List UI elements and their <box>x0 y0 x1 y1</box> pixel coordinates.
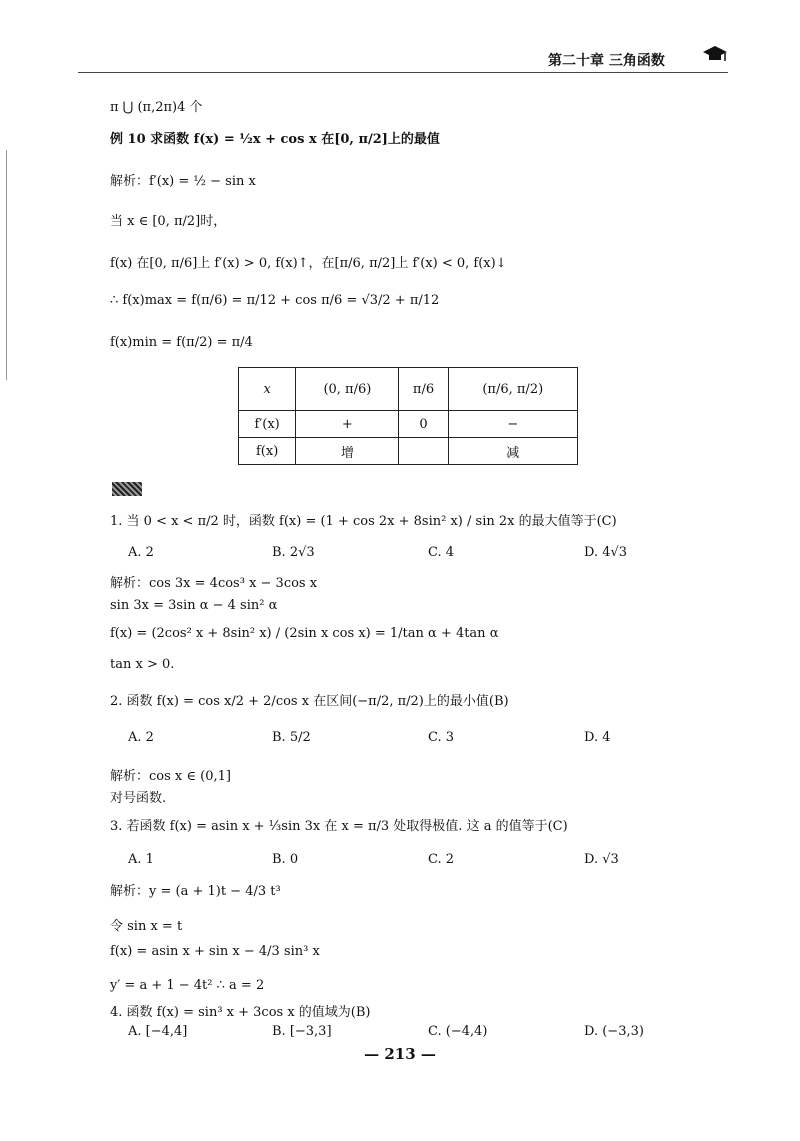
monotonicity-table <box>238 367 578 465</box>
option: A. [−4,4] <box>128 1024 188 1039</box>
chapter-header: 第二十章 三角函数 <box>548 53 665 69</box>
option: D. (−3,3) <box>584 1024 644 1039</box>
text-line: f(x) = (2cos² x + 8sin² x) / (2sin x cos x) = 1/tan α + 4tan α <box>110 626 499 641</box>
table-cell <box>399 438 448 465</box>
option: A. 2 <box>128 730 154 745</box>
text-line: sin 3x = 3sin α − 4 sin² α <box>110 598 278 613</box>
text-line: 令 sin x = t <box>110 919 183 934</box>
problem-2: 2. 函数 f(x) = cos x/2 + 2/cos x 在区间(−π/2, π/2)上的最小值(B) <box>110 694 509 709</box>
text-line: tan x > 0. <box>110 657 175 672</box>
option: A. 2 <box>128 545 154 560</box>
problem-1: 1. 当 0 < x < π/2 时，函数 f(x) = (1 + cos 2x + 8sin² x) / sin 2x 的最大值等于(C) <box>110 514 617 529</box>
table-row <box>239 438 578 465</box>
table-cell: π/6 <box>399 368 448 411</box>
page-number: — 213 — <box>364 1045 436 1063</box>
option: D. 4 <box>584 730 611 745</box>
text-line: 解析：f′(x) = ½ − sin x <box>110 174 256 189</box>
option: B. 0 <box>272 852 299 867</box>
text-line: 当 x ∈ [0, π/2]时， <box>110 214 227 229</box>
table-cell: − <box>448 411 577 438</box>
table-cell: 0 <box>399 411 448 438</box>
table-cell: x <box>239 368 296 411</box>
table-cell: f(x) <box>239 438 296 465</box>
table-cell: + <box>296 411 399 438</box>
text-line: 解析：y = (a + 1)t − 4/3 t³ <box>110 884 281 899</box>
left-margin-mark <box>6 150 7 380</box>
problem-4: 4. 函数 f(x) = sin³ x + 3cos x 的值域为(B) <box>110 1005 371 1020</box>
table-row <box>239 411 578 438</box>
text-line: f(x) = asin x + sin x − 4/3 sin³ x <box>110 944 320 959</box>
option: B. [−3,3] <box>272 1024 332 1039</box>
text-line: 对号函数. <box>110 791 167 806</box>
option: D. √3 <box>584 852 619 867</box>
text-line: ∴ f(x)max = f(π/6) = π/12 + cos π/6 = √3/2 + π/12 <box>110 293 440 308</box>
text-line: f(x)min = f(π/2) = π/4 <box>110 335 253 350</box>
text-line: π ⋃ (π,2π)4 个 <box>110 100 203 115</box>
option: C. (−4,4) <box>428 1024 488 1039</box>
option: B. 2√3 <box>272 545 315 560</box>
exercise-badge-icon <box>112 482 142 496</box>
example-10-title: 例 10 求函数 f(x) = ½x + cos x 在[0, π/2]上的最值 <box>110 132 440 147</box>
table-cell: 增 <box>296 438 399 465</box>
option: C. 2 <box>428 852 455 867</box>
table-cell: f′(x) <box>239 411 296 438</box>
option: A. 1 <box>128 852 154 867</box>
option: D. 4√3 <box>584 545 628 560</box>
table-cell: (0, π/6) <box>296 368 399 411</box>
header-rule <box>78 72 728 73</box>
table-cell: 减 <box>448 438 577 465</box>
graduation-cap-icon <box>702 44 728 66</box>
text-line: f(x) 在[0, π/6]上 f′(x) > 0, f(x)↑，在[π/6, π/2]上 f′(x) < 0, f(x)↓ <box>110 256 507 271</box>
option: C. 3 <box>428 730 455 745</box>
option: B. 5/2 <box>272 730 311 745</box>
table-row <box>239 368 578 411</box>
text-line: y′ = a + 1 − 4t² ∴ a = 2 <box>110 978 265 993</box>
table-cell: (π/6, π/2) <box>448 368 577 411</box>
option: C. 4 <box>428 545 455 560</box>
text-line: 解析：cos 3x = 4cos³ x − 3cos x <box>110 576 318 591</box>
text-line: 解析：cos x ∈ (0,1] <box>110 769 231 784</box>
problem-3: 3. 若函数 f(x) = asin x + ⅓sin 3x 在 x = π/3 处取得极值. 这 a 的值等于(C) <box>110 819 568 834</box>
